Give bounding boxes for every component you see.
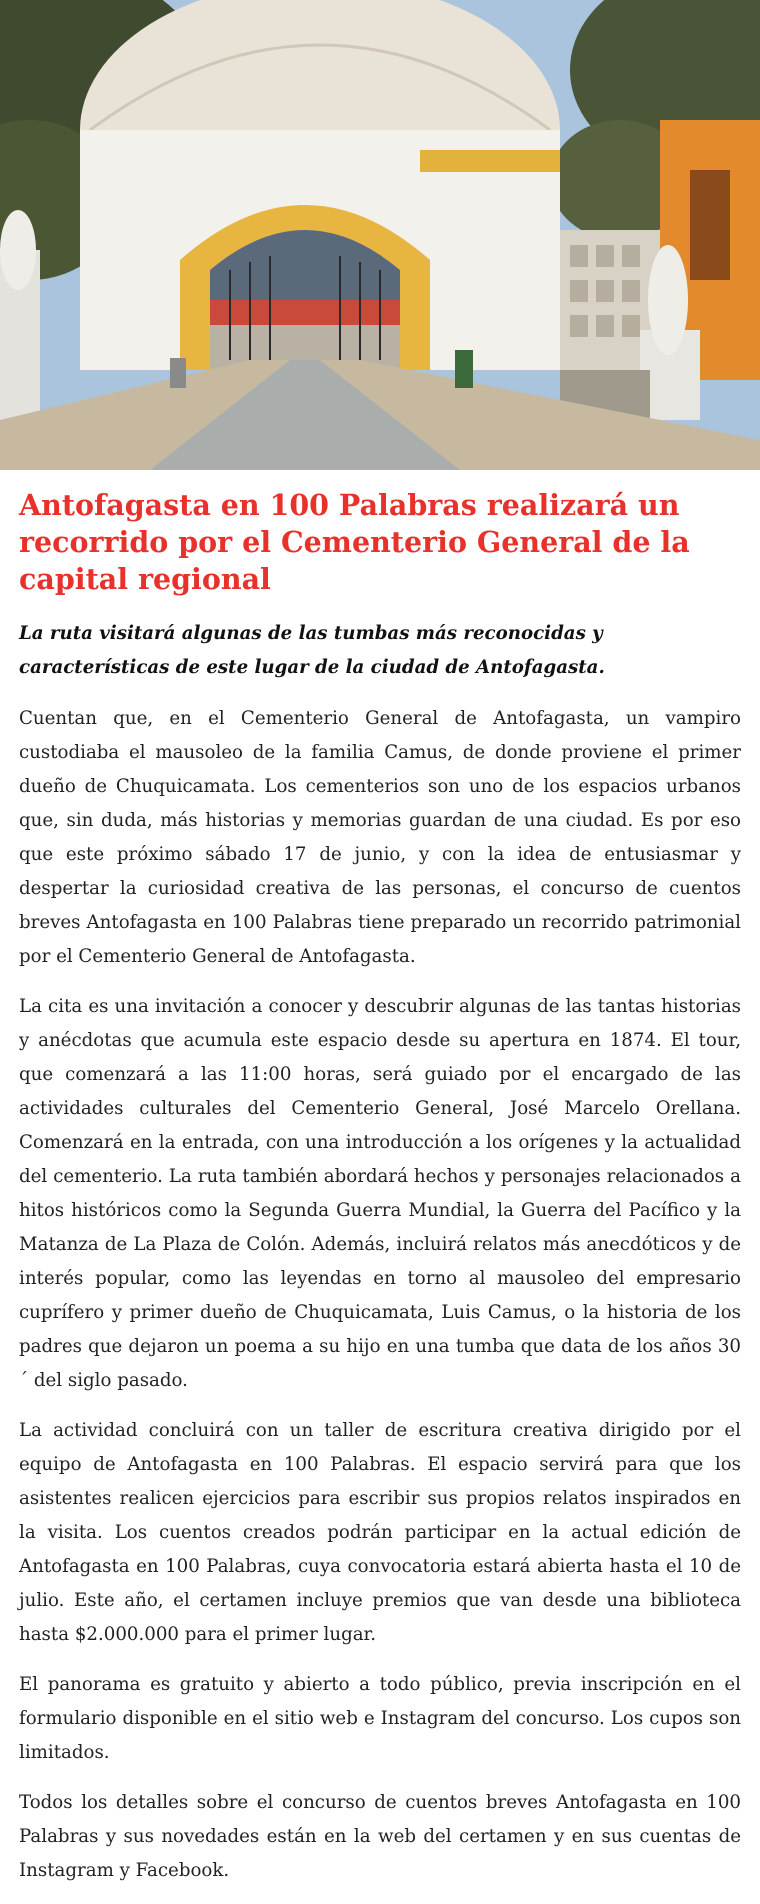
article-paragraph: La cita es una invitación a conocer y descubrir algunas de las tantas historias y anécdotas que acumula este espacio desde su apertura en 1874. El tour, que comenzará a las 11:00 horas, será guiado por el encargado de las actividades culturales del Cementerio General, José Marcelo Orellana. Comenzará en la entrada, con una introducción a los orígenes y la actualidad del cementerio. La ruta también abordará hechos y personajes relacionados a hitos históricos como la Segunda Guerra Mundial, la Guerra del Pacífico y la Matanza de La Plaza de Colón. Además, incluirá relatos más anecdóticos y de interés popular, como las leyendas en torno al mausoleo del empresario cuprífero y primer dueño de Chuquicamata, Luis Camus, o la historia de los padres que dejaron un poema a su hijo en una tumba que data de los años 30´ del siglo pasado.: [19, 996, 741, 1391]
article-paragraph: La actividad concluirá con un taller de escritura creativa dirigido por el equipo de Antofagasta en 100 Palabras. El espacio servirá para que los asistentes realicen ejercicios para escribir sus propios relatos inspirados en la visita. Los cuentos creados podrán participar en la actual edición de Antofagasta en 100 Palabras, cuya convocatoria estará abierta hasta el 10 de julio. Este año, el certamen incluye premios que van desde una biblioteca hasta $2.000.000 para el primer lugar.: [19, 1420, 741, 1645]
article-title: Antofagasta en 100 Palabras realizará un recorrido por el Cementerio General de la capital regional: [19, 488, 690, 596]
article-paragraph: Todos los detalles sobre el concurso de cuentos breves Antofagasta en 100 Palabras y sus novedades están en la web del certamen y en sus cuentas de Instagram y Facebook.: [19, 1792, 741, 1881]
article-body: [19, 702, 741, 1904]
article-paragraph: El panorama es gratuito y abierto a todo público, previa inscripción en el formulario disponible en el sitio web e Instagram del concurso. Los cupos son limitados.: [19, 1674, 741, 1763]
hero-image: [0, 0, 760, 470]
article-paragraph: Cuentan que, en el Cementerio General de Antofagasta, un vampiro custodiaba el mausoleo de la familia Camus, de donde proviene el primer dueño de Chuquicamata. Los cementerios son uno de los espacios urbanos que, sin duda, más historias y memorias guardan de una ciudad. Es por eso que este próximo sábado 17 de junio, y con la idea de entusiasmar y despertar la curiosidad creativa de las personas, el concurso de cuentos breves Antofagasta en 100 Palabras tiene preparado un recorrido patrimonial por el Cementerio General de Antofagasta.: [19, 708, 741, 967]
article-subtitle: La ruta visitará algunas de las tumbas más reconocidas y características de este lugar de la ciudad de Antofagasta.: [19, 623, 605, 678]
